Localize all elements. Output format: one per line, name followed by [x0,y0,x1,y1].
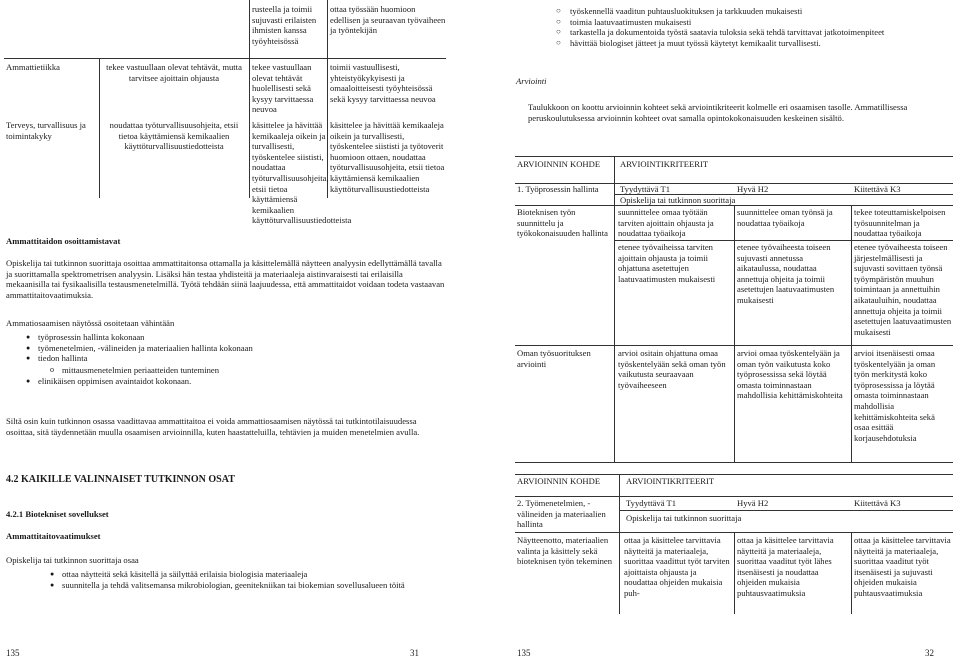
table1-row3-k3: arvioi itsenäisesti omaa työskentelyään ja oman työn merkitystä koko työprosessissa ja löytää omasta toiminnastaan mahdollisia kehittämiskohteita sekä osaa esittää korjausehdotuksia [854,348,936,443]
table1-row1-h2: suunnittelee oman työnsä ja noudattaa työaikoja [737,207,833,228]
table-rule [99,58,100,198]
table-rule [515,496,953,497]
table2-row1-t1: ottaa ja käsittelee tarvittavia näytteitä ja materiaaleja, suorittaa vaadittut työt tarviten ajoittaista ohjausta ja noudattaa ohjeiden mukaisia puh- [624,535,730,598]
table2-grade-h2: Hyvä H2 [737,498,769,508]
paragraph-can: Opiskelija tai tutkinnon suorittaja osaa [6,555,139,565]
table-rule [620,510,953,511]
table1-grade-h2: Hyvä H2 [737,184,769,194]
table1-subheader: Opiskelija tai tutkinnon suorittaja [620,195,736,205]
row-ethics-c4: toimii vastuullisesti, yhteistyökykyisesti ja omaaloitteisesti työyhteisössä sekä kysyy tarvittaessa neuvoa [330,62,436,104]
table1-row2-h2: etenee työvaiheesta toiseen sujuvasti annetussa aikataulussa, noudattaa annettuja ohjeita ja toimii asetettujen laatuvaatimusten mukaisesti [737,242,835,305]
list-item: ● ottaa näytteitä sekä käsitellä ja säilyttää erilaisia biologisia materiaaleja [48,569,418,580]
page-number-left: 135 [6,648,20,658]
section-heading-demonstration: Ammattitaidon osoittamistavat [6,236,121,246]
heading-4-2-1: 4.2.1 Biotekniset sovellukset [6,509,109,519]
list-item: ● suunnitella ja tehdä valitsemansa mikrobiologian, geenitekniikan tai biokemian sovellusalueen töitä [48,580,418,591]
table-rule [614,156,615,462]
list-item: ● elinikäisen oppimisen avaintaidot kokonaan. [24,376,444,387]
table2-grade-k3: Kiitettävä K3 [854,498,901,508]
table-rule [249,0,250,198]
table-rule [4,58,446,59]
table2-row1-k3: ottaa ja käsittelee tarvittavia näytteitä ja materiaaleja, suorittaa vaaditut työt itsenäisesti ja sujuvasti ohjeiden mukaisia puhtausvaatimuksia [854,535,951,598]
demonstration-list [24,332,444,364]
table-rule [734,205,735,462]
table-col3-header: rusteella ja toimii sujuvasti erilaisten ihmisten kanssa työyhteisössä [252,4,317,46]
demonstration-list-end [24,376,444,387]
table2-grade-t1: Tyydyttävä T1 [626,498,677,508]
row-safety-c3: käsittelee ja hävittää kemikaaleja oikein ja turvallisesti, työskentelee siististi, noudattaa työturvallisuusohjeita, etsii tietoa käyttämiensä kemikaalien käyttöturvallisuustiedotteista [252,120,352,226]
paragraph-minimum: Ammatiosaamisen näytössä osoitetaan vähintään [6,318,175,328]
table-rule [327,0,328,198]
table1-row1-k3: tekee toteuttamiskelpoisen työsuunnitelman ja noudattaa työaikoja [854,207,946,239]
top-bullet-list [556,6,952,49]
paragraph-demonstration: Opiskelija tai tutkinnon suorittaja osoittaa ammattitaitonsa ottamalla ja käsittelemällä näytteen analyysin edellyttämällä tavalla ja suorittamalla spektrometrisen analyysin. Lisäksi hän testaa yhdisteitä ja materiaaleja aistinvaraisesti tai erilaisilla mekaanisilla tai fysikaalisilla testausmenetelmillä. Työtä tehdään siinä laajuudessa, että ammattitaidot voidaan todeta vastaavan ammattitaitovaatimuksia. [6,258,445,300]
table2-col2-header: ARVIOINTIKRITEERIT [626,476,715,486]
table-rule [515,462,953,463]
list-item: ○ toimia laatuvaatimusten mukaisesti [556,17,952,28]
table-rule [515,474,953,475]
list-item: ○ työskennellä vaaditun puhtausluokituksen ja tarkkuuden mukaisesti [556,6,952,17]
row-ethics-c3: tekee vastuullaan olevat tehtävät huolellisesti sekä kysyy tarvittaessa neuvoa [252,62,314,115]
table1-col2-header: ARVIOINTIKRITEERIT [620,159,709,169]
table2-subheader: Opiskelija tai tutkinnon suorittaja [626,513,742,523]
list-item: o mittausmenetelmien periaatteiden tunteminen [48,365,448,376]
table2-row1-label: Näytteenotto, materiaalien valinta ja käsittely sekä bioteknisen työn tekeminen [517,535,612,567]
row-ethics-c2: tekee vastuullaan olevat tehtävät, mutta tarvitsee ajoittain ohjausta [106,62,242,83]
list-item: ● tiedon hallinta [24,353,444,364]
arviointi-heading: Arviointi [516,76,547,86]
table1-grade-t1: Tyydyttävä T1 [620,184,671,194]
table2-col1-header: ARVIOINNIN KOHDE [517,476,601,486]
page-number-right: 31 [410,648,419,658]
table-rule [619,474,620,614]
table-rule [851,205,852,462]
table-rule [851,532,852,614]
table1-row2-k3: etenee työvaiheesta toiseen järjestelmällisesti ja sujuvasti sovittaen työnsä työympäristön muuhun toimintaan ja annettuihin aikatauluihin, noudattaa annettuja ohjeita ja toimii asetettujen laatuvaatimusten mukaisesti [854,242,952,337]
list-item: ● työprosessin hallinta kokonaan [24,332,444,343]
arviointi-paragraph: Taulukkoon on koottu arvioinnin kohteet sekä arviointikriteerit kolmelle eri osaamisen tasolle. Ammatillisessa peruskoulutuksessa arvioinnin kohteet ovat samalla opintokokonaisuuden keskeinen sisältö. [528,102,908,123]
page-number-right: 32 [925,648,934,658]
table1-row1-label: Bioteknisen työn suunnittelu ja työkokonaisuuden hallinta [517,207,608,239]
table1-row1-t1: suunnittelee omaa työtään tarviten ajoittain ohjausta ja noudattaa työaikoja [618,207,714,239]
paragraph-supplement: Siltä osin kuin tutkinnon osassa vaadittavaa ammattitaitoa ei voida ammattiosaamisen näytössä tai tutkintotilaisuudessa osoittaa, sitä täydennetään muulla osaamisen arvioinnilla, kuten haastatteluilla, tehtävien ja muiden menetelmien avulla. [6,416,420,437]
table-col4-header: ottaa työssään huomioon edellisen ja seuraavan työvaiheen ja työntekijän [330,4,446,36]
heading-4-2: 4.2 KAIKILLE VALINNAISET TUTKINNON OSAT [6,474,235,485]
table1-col1-header: ARVIOINNIN KOHDE [517,159,601,169]
page-number-left: 135 [517,648,531,658]
row-label-ethics: Ammattietiikka [6,62,60,72]
row-label-safety: Terveys, turvallisuus ja toimintakyky [6,120,86,141]
requirements-list [48,569,418,590]
heading-requirements: Ammattitaitovaatimukset [6,531,101,541]
list-item: ○ tarkastella ja dokumentoida työstä saatavia tuloksia sekä tehdä tarvittavat jatkotoimenpiteet [556,27,952,38]
demonstration-sub-list [48,365,448,376]
table1-row3-label: Oman työsuorituksen arviointi [517,348,591,369]
table-rule [515,156,953,157]
table1-section-title: 1. Työprosessin hallinta [517,184,599,194]
table-rule [734,532,735,614]
list-item: ● työmenetelmien, -välineiden ja materiaalien hallinta kokonaan [24,343,444,354]
row-safety-c4: käsittelee ja hävittää kemikaaleja oikein ja turvallisesti, työskentelee siististi ja työtoverit huomioon ottaen, noudattaa työturvallisuusohjeita, etsii tietoa käyttämiensä kemikaalien käyttöturvallisuustiedotteista [330,120,445,194]
table2-section-title: 2. Työmenetelmien, -välineiden ja materiaalien hallinta [517,498,606,530]
table1-grade-k3: Kiitettävä K3 [854,184,901,194]
table1-row3-h2: arvioi omaa työskentelyään ja oman työn vaikutusta koko työprosessissa sekä löytää omasta toiminnastaan mahdollisia kehittämiskohteita [737,348,843,401]
list-item: ○ hävittää biologiset jätteet ja muut työssä käytetyt kemikaalit turvallisesti. [556,38,952,49]
table2-row1-h2: ottaa ja käsittelee tarvittavia näytteitä ja materiaaleja, suorittaa vaaditut työt lähes itsenäisesti ja noudattaa ohjeiden mukaisia puhtausvaatimuksia [737,535,834,598]
table-rule [615,240,953,241]
row-safety-c2: noudattaa työturvallisuusohjeita, etsii tietoa käyttämiensä kemikaalien käyttöturvallisuustiedotteista [109,120,239,152]
table1-row2-t1: etenee työvaiheissa tarviten ajoittain ohjausta ja toimii ohjattuna asetettujen laatuvaatimusten mukaisesti [618,242,716,284]
table1-row3-t1: arvioi ositain ohjattuna omaa työskentelyään sekä oman työn vaikutusta seuraavaan työvaiheeseen [618,348,726,390]
